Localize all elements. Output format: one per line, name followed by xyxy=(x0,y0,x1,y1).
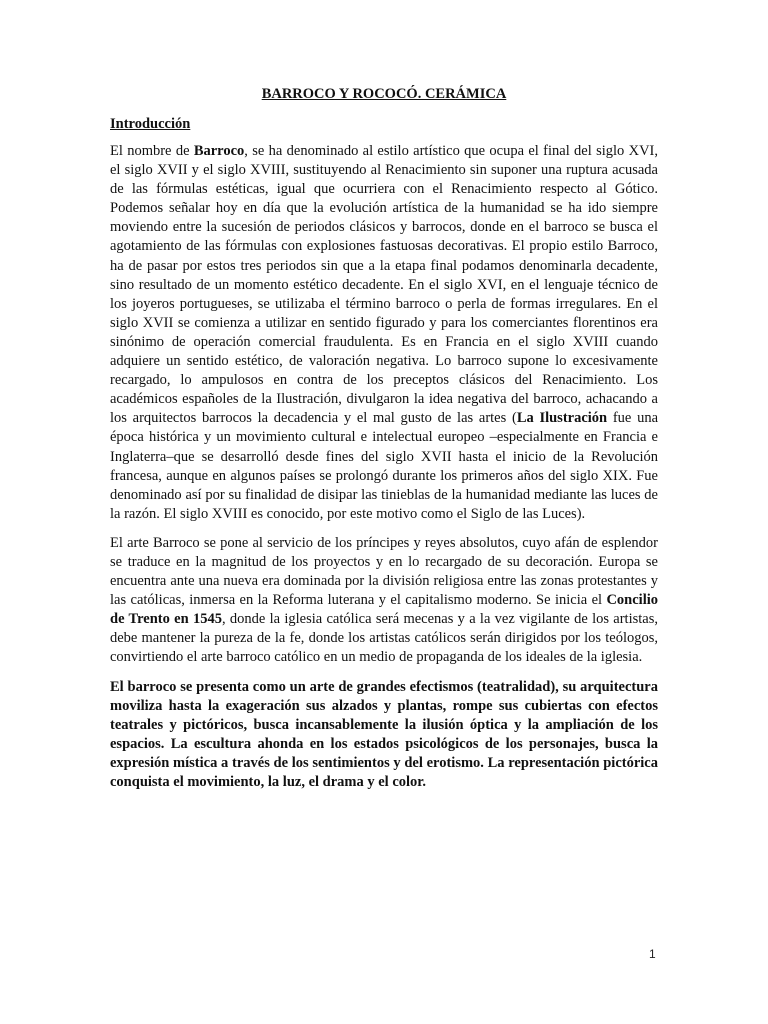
paragraph-2-bold-concilio: Concilio de Trento en 1545 xyxy=(110,592,658,628)
paragraph-2-text-a: El arte Barroco se pone al servicio de los príncipes y reyes absolutos, cuyo afán de esplendor se traduce en la magnitud de los proyectos y en lo recargado de su decoración. Europa se encuentra ante una nueva era dominada por la división religiosa entre las zonas protestantes y las católicas, inmersa en la Reforma luterana y el capitalismo moderno. Se inicia el xyxy=(110,534,658,609)
section-heading-introduccion: Introducción xyxy=(110,116,191,132)
paragraph-1-text-a: El nombre de xyxy=(110,143,194,159)
paragraph-1 xyxy=(110,142,658,524)
paragraph-1-bold-ilustracion: La Ilustración xyxy=(516,410,608,427)
paragraph-1-text-c: fue una época histórica y un movimiento cultural e intelectual europeo –especialmente en Francia e Inglaterra–que se desarrolló desde fines del siglo XVII hasta el inicio de la Revolución francesa, aunque en algunos países se prolongó durante los primeros años del siglo XIX. Fue denominado así por su finalidad de disipar las tinieblas de la humanidad mediante las luces de la razón. El siglo XVIII es conocido, por este motivo como el Siglo de las Luces). xyxy=(110,410,659,522)
paragraph-1-text-b: , se ha denominado al estilo artístico que ocupa el final del siglo XVI, el siglo XVII y el siglo XVIII, sustituyendo al Renacimiento sin suponer una ruptura acusada de las fórmulas estéticas, igual que ocurriera con el Renacimiento respecto al Gótico. Podemos señalar hoy en día que la evolución artística de la humanidad se ha ido siempre moviendo entre la sucesión de periodos clásicos y barrocos, donde en el barroco se busca el agotamiento de las fórmulas con explosiones fastuosas decorativas. El propio estilo Barroco, ha de pasar por estos tres periodos sin que a la etapa final podamos denominarla decadente, sino resultado de un momento estético decadente. En el siglo XVI, en el lenguaje técnico de los joyeros portugueses, se utilizaba el término barroco o perla de formas irregulares. En el siglo XVII se comienza a utilizar en sentido figurado y para los comerciantes florentinos era sinónimo de operación comercial fraudulenta. Es en Francia en el siglo XVIII cuando adquiere un sentido estético, de valoración negativa. Lo barroco supone lo excesivamente recargado, lo ampulosos en contra de los preceptos clásicos del Renacimiento. Los académicos españoles de la Ilustración, divulgaron la idea negativa del barroco, achacando a los arquitectos barrocos la decadencia y el mal gusto de las artes ( xyxy=(110,143,658,427)
paragraph-2-text-b: , donde la iglesia católica será mecenas y a la vez vigilante de los artistas, debe mantener la pureza de la fe, donde los artistas católicos serán dirigidos por los teólogos, convirtiendo el arte barroco católico en un medio de propaganda de los ideales de la iglesia. xyxy=(110,611,658,666)
paragraph-2 xyxy=(110,534,658,668)
paragraph-1-bold-barroco: Barroco xyxy=(193,143,245,159)
paragraph-3-bold: El barroco se presenta como un arte de grandes efectismos (teatralidad), su arquitectura moviliza hasta la exageración sus alzados y plantas, rompe sus cubiertas con efectos teatrales y pictóricos, busca incansablemente la ilusión óptica y la ampliación de los espacios. La escultura ahonda en los estados psicológicos de los personajes, busca la expresión mística a través de los sentimientos y del erotismo. La representación pictórica conquista el movimiento, la luz, el drama y el color. xyxy=(110,678,658,790)
page-number: 1 xyxy=(649,947,656,961)
document-page xyxy=(110,84,658,802)
document-title: BARROCO Y ROCOCÓ. CERÁMICA xyxy=(261,86,507,102)
